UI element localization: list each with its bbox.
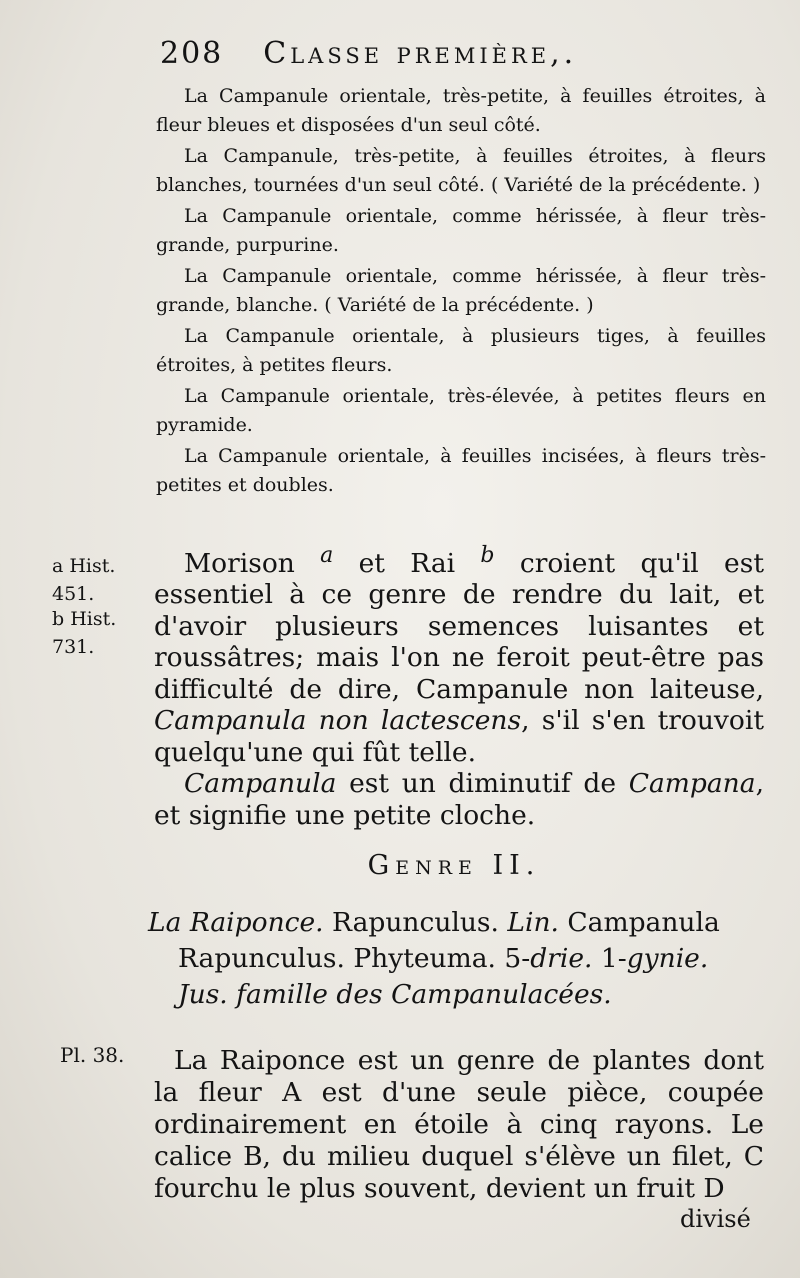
french-name: La Raiponce. — [148, 907, 324, 938]
running-title: Classe première,. — [263, 36, 578, 71]
latin-term: Campanula non lactescens — [154, 705, 522, 737]
footnote-ref-b: b — [480, 543, 495, 568]
variety-item: La Campanule orientale, très-petite, à feuilles étroites, à fleur bleues et disposées d'un seul côté. — [156, 85, 766, 136]
margin-note-b: b Hist. 731. — [52, 608, 117, 658]
text-run: Rapunculus. Phyteuma. 5- — [178, 943, 531, 974]
variety-item: La Campanule orientale, comme hérissée, à fleur très-grande, blanche. ( Variété de la précédente. ) — [156, 265, 766, 316]
text-run: est un diminutif de — [336, 768, 629, 800]
variety-item: La Campanule orientale, comme hérissée, à fleur très-grande, purpurine. — [156, 205, 766, 256]
page-number: 208 — [160, 36, 224, 71]
plate-reference: Pl. 38. — [60, 1043, 125, 1067]
class-term: drie. — [530, 943, 593, 974]
text-run: croient qu'il est essentiel à ce genre de rendre du lait, et d'avoir plusieurs semences luisantes et roussâtres; mais l'on ne feroit peut-être pas difficulté de dire, Campanule non laiteuse, — [154, 547, 764, 705]
varieties-list — [156, 82, 766, 502]
text-run: , s'il s'en trouvoit quelqu'une qui fût telle. — [154, 705, 764, 768]
text-run: 1- — [592, 943, 627, 974]
latin-term: Campanula — [184, 768, 337, 800]
catchword: divisé — [680, 1205, 751, 1233]
margin-note-a: a Hist. 451. — [52, 555, 116, 605]
variety-item: La Campanule orientale, très-élevée, à petites fleurs en pyramide. — [156, 385, 766, 436]
text-run: et Rai — [333, 547, 481, 579]
text-run: Campanula — [558, 907, 720, 938]
text-run: Rapunculus. — [323, 907, 508, 938]
linnaeus-ref: Lin. — [507, 907, 559, 938]
variety-item: La Campanule, très-petite, à feuilles étroites, à fleurs blanches, tournées d'un seul côté. ( Variété de la précédente. ) — [156, 145, 766, 196]
latin-term: Campana — [628, 768, 756, 800]
text-run: Morison — [184, 547, 321, 579]
jussieu-family: Jus. famille des Campanulacées. — [178, 979, 612, 1010]
variety-item: La Campanule orientale, à feuilles incisées, à fleurs très-petites et doubles. — [156, 445, 766, 496]
paragraph-raiponce — [154, 1045, 764, 1205]
genre-heading: Genre II. — [367, 850, 541, 881]
genre-name-block — [148, 905, 758, 1013]
variety-item: La Campanule orientale, à plusieurs tiges, à feuilles étroites, à petites fleurs. — [156, 325, 766, 376]
footnote-ref-a: a — [320, 543, 334, 568]
paragraph-text: La Raiponce est un genre de plantes dont la fleur A est d'une seule pièce, coupée ordinairement en étoile à cinq rayons. Le calice B, du milieu duquel s'élève un filet, C fourchu le plus souvent, devient un fruit D — [154, 1045, 764, 1204]
running-header — [160, 36, 720, 80]
order-term: gynie. — [626, 943, 709, 974]
text-run: , et signifie une petite cloche. — [154, 768, 764, 831]
paragraph-morison — [154, 540, 764, 831]
